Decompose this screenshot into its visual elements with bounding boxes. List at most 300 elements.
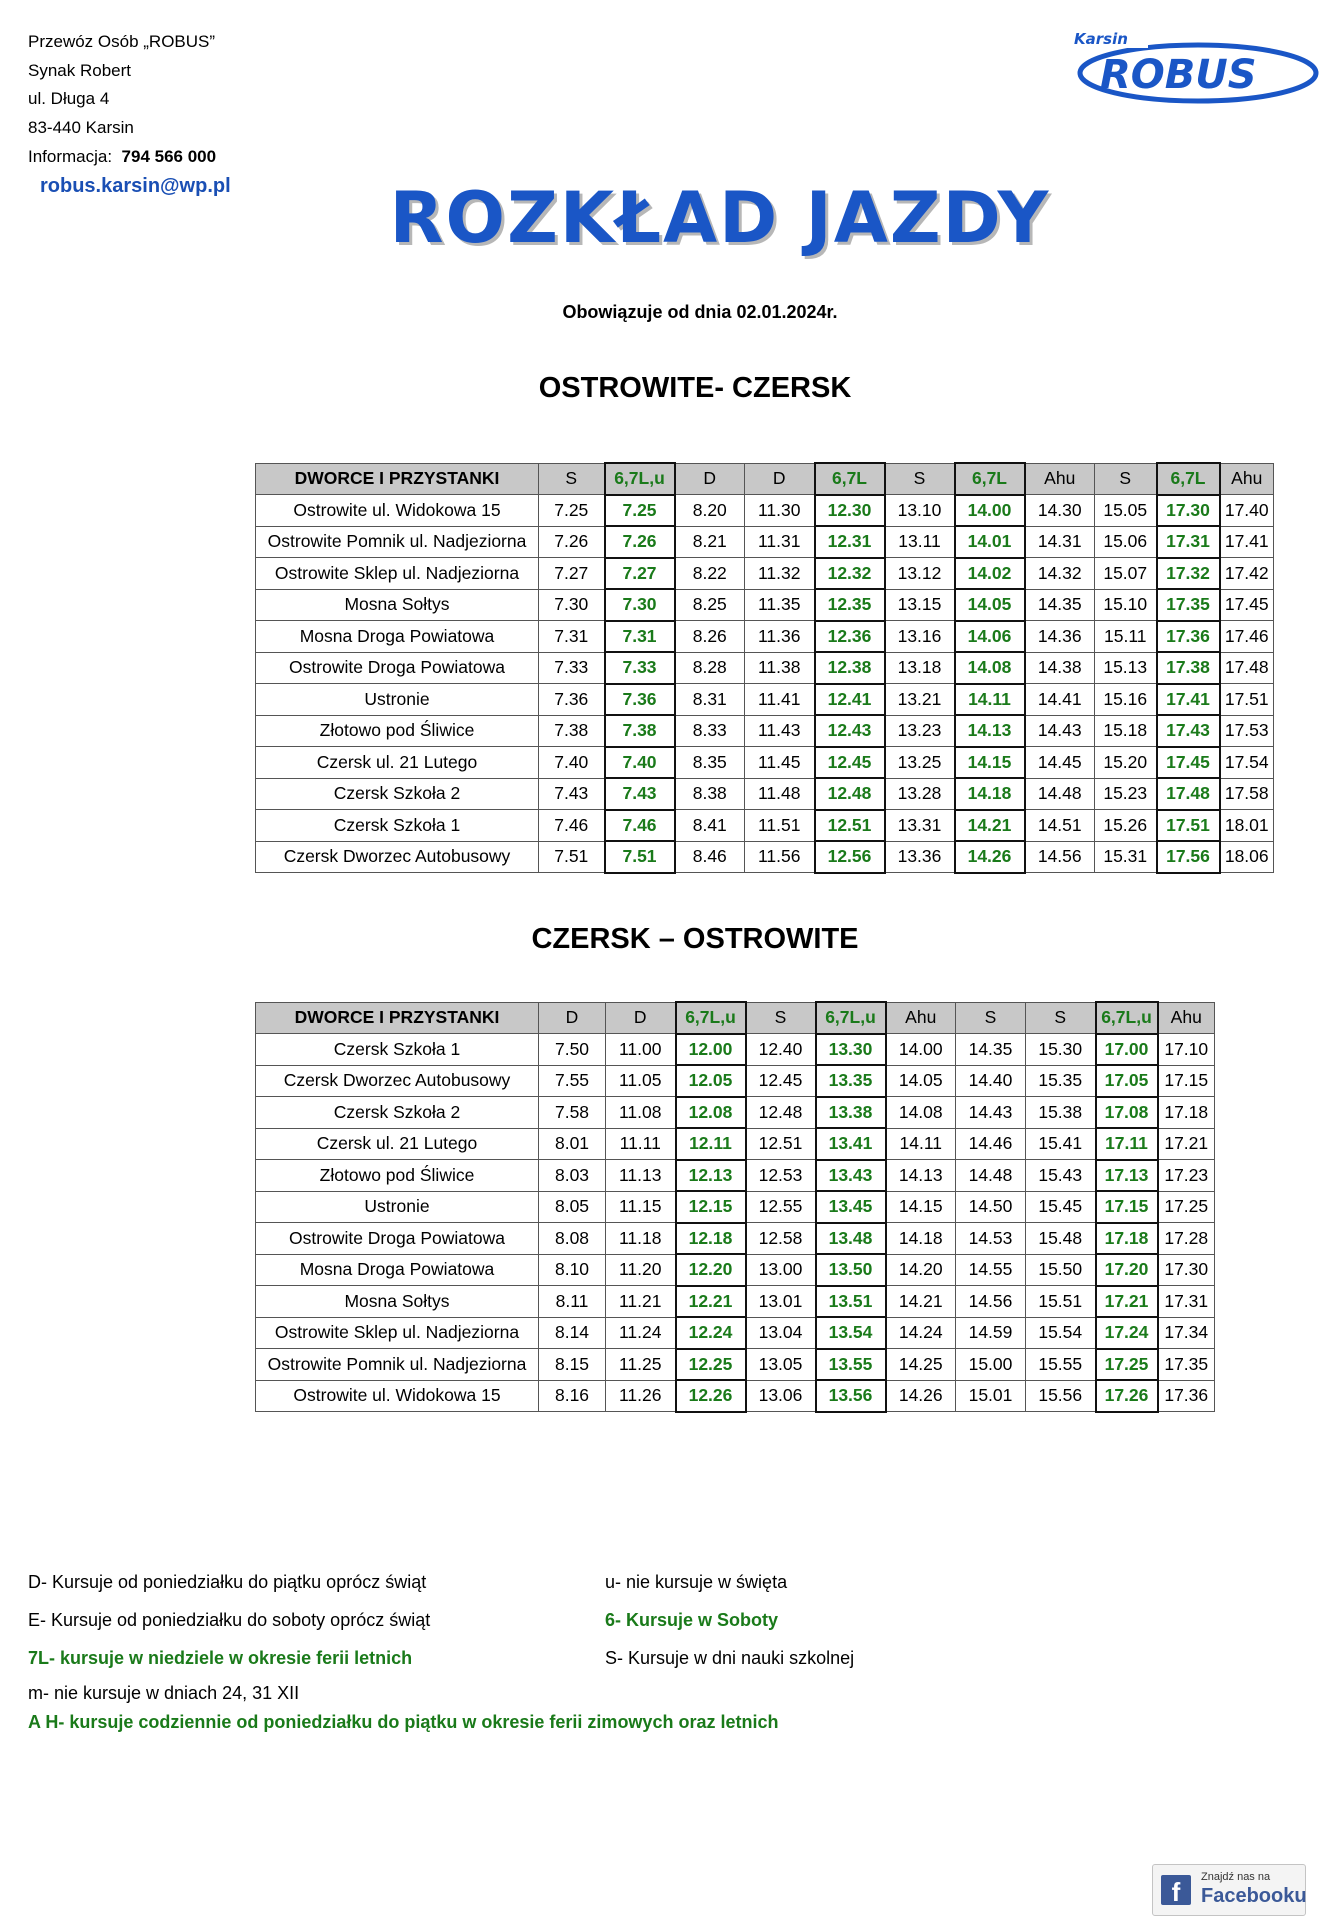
- route2-row: [256, 1065, 1215, 1097]
- departure-time: 14.24: [886, 1317, 956, 1349]
- departure-time: 14.48: [956, 1160, 1026, 1192]
- departure-time: 12.48: [815, 778, 885, 810]
- departure-time: 15.10: [1095, 589, 1157, 621]
- departure-time: 12.56: [815, 841, 885, 873]
- departure-time: 17.48: [1157, 778, 1220, 810]
- route1-header-row: [256, 463, 1274, 495]
- route2-row: [256, 1317, 1215, 1349]
- departure-time: 12.58: [746, 1223, 816, 1255]
- departure-time: 17.38: [1157, 652, 1220, 684]
- departure-time: 18.01: [1220, 810, 1274, 842]
- departure-time: 13.25: [885, 747, 955, 779]
- departure-time: 11.36: [745, 621, 815, 653]
- run-type-header: S: [956, 1002, 1026, 1034]
- departure-time: 11.21: [606, 1286, 676, 1318]
- departure-time: 17.05: [1096, 1065, 1158, 1097]
- departure-time: 12.43: [815, 715, 885, 747]
- stop-name: Ostrowite ul. Widokowa 15: [256, 495, 539, 527]
- route2-row: [256, 1349, 1215, 1381]
- stop-name: Ostrowite Pomnik ul. Nadjeziorna: [256, 1349, 539, 1381]
- stop-name: Ustronie: [256, 1191, 539, 1223]
- logo-small-text: Karsin: [1074, 30, 1128, 48]
- departure-time: 12.24: [676, 1317, 746, 1349]
- departure-time: 7.25: [539, 495, 605, 527]
- route2-title: CZERSK – OSTROWITE: [531, 923, 859, 955]
- departure-time: 12.51: [746, 1128, 816, 1160]
- company-info: [28, 28, 216, 172]
- departure-time: 17.35: [1158, 1349, 1215, 1381]
- run-type-header: S: [539, 463, 605, 495]
- route1-row: [256, 715, 1274, 747]
- route1-body: [256, 463, 1274, 873]
- departure-time: 15.23: [1095, 778, 1157, 810]
- departure-time: 13.12: [885, 558, 955, 590]
- departure-time: 14.11: [955, 684, 1025, 716]
- departure-time: 11.45: [745, 747, 815, 779]
- departure-time: 11.05: [606, 1065, 676, 1097]
- departure-time: 12.48: [746, 1097, 816, 1129]
- departure-time: 15.05: [1095, 495, 1157, 527]
- run-type-header: 6,7L: [1157, 463, 1220, 495]
- departure-time: 11.32: [745, 558, 815, 590]
- departure-time: 7.38: [539, 715, 605, 747]
- departure-time: 15.48: [1026, 1223, 1096, 1255]
- departure-time: 15.16: [1095, 684, 1157, 716]
- route2-row: [256, 1191, 1215, 1223]
- departure-time: 8.14: [539, 1317, 606, 1349]
- departure-time: 14.18: [955, 778, 1025, 810]
- departure-time: 15.41: [1026, 1128, 1096, 1160]
- departure-time: 8.08: [539, 1223, 606, 1255]
- departure-time: 15.07: [1095, 558, 1157, 590]
- route2-row: [256, 1286, 1215, 1318]
- departure-time: 12.15: [676, 1191, 746, 1223]
- departure-time: 7.36: [539, 684, 605, 716]
- valid-from: Obowiązuje od dnia 02.01.2024r.: [562, 302, 838, 322]
- run-type-header: S: [1095, 463, 1157, 495]
- departure-time: 17.56: [1157, 841, 1220, 873]
- departure-time: 7.31: [605, 621, 675, 653]
- departure-time: 12.31: [815, 526, 885, 558]
- departure-time: 12.36: [815, 621, 885, 653]
- departure-time: 17.21: [1096, 1286, 1158, 1318]
- departure-time: 14.48: [1025, 778, 1095, 810]
- stop-name: Czersk Dworzec Autobusowy: [256, 841, 539, 873]
- departure-time: 17.15: [1158, 1065, 1215, 1097]
- departure-time: 17.31: [1157, 526, 1220, 558]
- stop-name: Czersk Szkoła 1: [256, 1034, 539, 1066]
- run-type-header: S: [746, 1002, 816, 1034]
- departure-time: 8.05: [539, 1191, 606, 1223]
- departure-time: 7.40: [539, 747, 605, 779]
- departure-time: 7.27: [605, 558, 675, 590]
- departure-time: 8.20: [675, 495, 745, 527]
- departure-time: 12.18: [676, 1223, 746, 1255]
- departure-time: 8.33: [675, 715, 745, 747]
- departure-time: 14.53: [956, 1223, 1026, 1255]
- company-info-line: [28, 143, 216, 172]
- departure-time: 11.30: [745, 495, 815, 527]
- departure-time: 17.46: [1220, 621, 1274, 653]
- departure-time: 11.08: [606, 1097, 676, 1129]
- departure-time: 14.51: [1025, 810, 1095, 842]
- facebook-icon: f: [1161, 1875, 1191, 1905]
- departure-time: 14.31: [1025, 526, 1095, 558]
- departure-time: 8.16: [539, 1380, 606, 1412]
- departure-time: 15.31: [1095, 841, 1157, 873]
- company-owner: Synak Robert: [28, 60, 131, 80]
- departure-time: 13.31: [885, 810, 955, 842]
- legend-d: D- Kursuje od poniedziałku do piątku oprócz świąt: [28, 1572, 427, 1592]
- departure-time: 13.00: [746, 1254, 816, 1286]
- departure-time: 17.30: [1158, 1254, 1215, 1286]
- route2-row: [256, 1380, 1215, 1412]
- departure-time: 17.45: [1157, 747, 1220, 779]
- departure-time: 13.28: [885, 778, 955, 810]
- departure-time: 12.11: [676, 1128, 746, 1160]
- departure-time: 12.20: [676, 1254, 746, 1286]
- run-type-header: 6,7L,u: [605, 463, 675, 495]
- departure-time: 15.06: [1095, 526, 1157, 558]
- departure-time: 12.21: [676, 1286, 746, 1318]
- departure-time: 14.01: [955, 526, 1025, 558]
- departure-time: 13.15: [885, 589, 955, 621]
- run-type-header: D: [606, 1002, 676, 1034]
- email-link[interactable]: robus.karsin@wp.pl: [40, 175, 231, 197]
- legend-e: E- Kursuje od poniedziałku do soboty oprócz świąt: [28, 1610, 431, 1630]
- departure-time: 15.18: [1095, 715, 1157, 747]
- departure-time: 11.51: [745, 810, 815, 842]
- stop-name: Mosna Droga Powiatowa: [256, 1254, 539, 1286]
- departure-time: 14.15: [955, 747, 1025, 779]
- departure-time: 14.30: [1025, 495, 1095, 527]
- departure-time: 17.00: [1096, 1034, 1158, 1066]
- departure-time: 11.41: [745, 684, 815, 716]
- departure-time: 8.31: [675, 684, 745, 716]
- departure-time: 13.45: [816, 1191, 886, 1223]
- run-type-header: D: [745, 463, 815, 495]
- departure-time: 14.43: [1025, 715, 1095, 747]
- run-type-header: 6,7L: [815, 463, 885, 495]
- departure-time: 14.00: [886, 1034, 956, 1066]
- departure-time: 8.10: [539, 1254, 606, 1286]
- route1-row: [256, 684, 1274, 716]
- stop-name: Ostrowite Droga Powiatowa: [256, 652, 539, 684]
- departure-time: 14.13: [886, 1160, 956, 1192]
- departure-time: 11.15: [606, 1191, 676, 1223]
- departure-time: 8.21: [675, 526, 745, 558]
- departure-time: 15.55: [1026, 1349, 1096, 1381]
- departure-time: 17.35: [1157, 589, 1220, 621]
- departure-time: 7.50: [539, 1034, 606, 1066]
- departure-time: 15.13: [1095, 652, 1157, 684]
- departure-time: 12.51: [815, 810, 885, 842]
- departure-time: 7.51: [539, 841, 605, 873]
- departure-time: 14.02: [955, 558, 1025, 590]
- stop-name: Ostrowite Sklep ul. Nadjeziorna: [256, 558, 539, 590]
- departure-time: 12.38: [815, 652, 885, 684]
- departure-time: 14.05: [886, 1065, 956, 1097]
- departure-time: 14.36: [1025, 621, 1095, 653]
- departure-time: 8.38: [675, 778, 745, 810]
- stop-name: Złotowo pod Śliwice: [256, 1160, 539, 1192]
- departure-time: 13.05: [746, 1349, 816, 1381]
- departure-time: 12.25: [676, 1349, 746, 1381]
- departure-time: 17.30: [1157, 495, 1220, 527]
- departure-time: 14.13: [955, 715, 1025, 747]
- departure-time: 17.18: [1158, 1097, 1215, 1129]
- page-title: ROZKŁAD JAZDY: [389, 177, 1051, 259]
- legend-ah: A H- kursuje codziennie od poniedziałku do piątku w okresie ferii zimowych oraz letnich: [28, 1712, 779, 1732]
- departure-time: 8.15: [539, 1349, 606, 1381]
- info-label: Informacja:: [28, 146, 113, 166]
- run-type-header: Ahu: [886, 1002, 956, 1034]
- stops-column-header: DWORCE I PRZYSTANKI: [256, 463, 539, 495]
- departure-time: 14.50: [956, 1191, 1026, 1223]
- departure-time: 14.38: [1025, 652, 1095, 684]
- legend-6: 6- Kursuje w Soboty: [605, 1610, 779, 1630]
- departure-time: 7.30: [605, 589, 675, 621]
- departure-time: 14.59: [956, 1317, 1026, 1349]
- departure-time: 14.35: [956, 1034, 1026, 1066]
- stop-name: Mosna Sołtys: [256, 1286, 539, 1318]
- departure-time: 14.05: [955, 589, 1025, 621]
- departure-time: 17.51: [1157, 810, 1220, 842]
- departure-time: 12.05: [676, 1065, 746, 1097]
- departure-time: 17.10: [1158, 1034, 1215, 1066]
- robus-logo: [1070, 28, 1320, 110]
- departure-time: 17.45: [1220, 589, 1274, 621]
- route1-timetable: [255, 462, 1274, 874]
- departure-time: 13.36: [885, 841, 955, 873]
- departure-time: 18.06: [1220, 841, 1274, 873]
- departure-time: 12.30: [815, 495, 885, 527]
- facebook-badge[interactable]: [1152, 1864, 1306, 1916]
- departure-time: 7.43: [605, 778, 675, 810]
- departure-time: 11.18: [606, 1223, 676, 1255]
- departure-time: 13.41: [816, 1128, 886, 1160]
- route2-row: [256, 1097, 1215, 1129]
- departure-time: 13.35: [816, 1065, 886, 1097]
- departure-time: 14.46: [956, 1128, 1026, 1160]
- route2-row: [256, 1160, 1215, 1192]
- run-type-header: D: [675, 463, 745, 495]
- departure-time: 17.40: [1220, 495, 1274, 527]
- stop-name: Czersk Szkoła 2: [256, 1097, 539, 1129]
- departure-time: 12.40: [746, 1034, 816, 1066]
- departure-time: 12.35: [815, 589, 885, 621]
- departure-time: 17.32: [1157, 558, 1220, 590]
- stop-name: Ostrowite Sklep ul. Nadjeziorna: [256, 1317, 539, 1349]
- departure-time: 7.51: [605, 841, 675, 873]
- departure-time: 12.53: [746, 1160, 816, 1192]
- departure-time: 17.11: [1096, 1128, 1158, 1160]
- departure-time: 11.26: [606, 1380, 676, 1412]
- departure-time: 13.30: [816, 1034, 886, 1066]
- departure-time: 13.56: [816, 1380, 886, 1412]
- departure-time: 14.21: [955, 810, 1025, 842]
- departure-time: 7.46: [539, 810, 605, 842]
- route1-row: [256, 841, 1274, 873]
- departure-time: 12.26: [676, 1380, 746, 1412]
- departure-time: 7.46: [605, 810, 675, 842]
- run-type-header: 6,7L,u: [676, 1002, 746, 1034]
- departure-time: 14.56: [1025, 841, 1095, 873]
- company-name: Przewóz Osób „ROBUS”: [28, 32, 216, 51]
- departure-time: 17.43: [1157, 715, 1220, 747]
- legend-u: u- nie kursuje w święta: [605, 1572, 788, 1592]
- departure-time: 15.43: [1026, 1160, 1096, 1192]
- departure-time: 17.21: [1158, 1128, 1215, 1160]
- stop-name: Czersk Szkoła 2: [256, 778, 539, 810]
- departure-time: 14.43: [956, 1097, 1026, 1129]
- departure-time: 7.26: [605, 526, 675, 558]
- departure-time: 14.26: [955, 841, 1025, 873]
- stop-name: Mosna Sołtys: [256, 589, 539, 621]
- facebook-label-small: Znajdź nas na: [1201, 1871, 1271, 1883]
- departure-time: 11.56: [745, 841, 815, 873]
- departure-time: 11.25: [606, 1349, 676, 1381]
- facebook-label: Facebooku: [1201, 1885, 1307, 1907]
- departure-time: 17.53: [1220, 715, 1274, 747]
- stop-name: Czersk ul. 21 Lutego: [256, 1128, 539, 1160]
- departure-time: 12.32: [815, 558, 885, 590]
- departure-time: 17.20: [1096, 1254, 1158, 1286]
- run-type-header: S: [1026, 1002, 1096, 1034]
- departure-time: 15.11: [1095, 621, 1157, 653]
- departure-time: 13.51: [816, 1286, 886, 1318]
- departure-time: 7.33: [605, 652, 675, 684]
- departure-time: 7.31: [539, 621, 605, 653]
- departure-time: 17.48: [1220, 652, 1274, 684]
- departure-time: 17.58: [1220, 778, 1274, 810]
- departure-time: 7.55: [539, 1065, 606, 1097]
- run-type-header: 6,7L,u: [1096, 1002, 1158, 1034]
- departure-time: 13.38: [816, 1097, 886, 1129]
- route2-row: [256, 1223, 1215, 1255]
- departure-time: 8.25: [675, 589, 745, 621]
- company-city: 83-440 Karsin: [28, 118, 134, 138]
- departure-time: 7.38: [605, 715, 675, 747]
- logo-big-text: ROBUS: [1100, 52, 1257, 98]
- departure-time: 14.08: [886, 1097, 956, 1129]
- route1-row: [256, 495, 1274, 527]
- departure-time: 13.16: [885, 621, 955, 653]
- departure-time: 14.55: [956, 1254, 1026, 1286]
- route1-row: [256, 558, 1274, 590]
- route1-row: [256, 621, 1274, 653]
- departure-time: 13.43: [816, 1160, 886, 1192]
- departure-time: 7.27: [539, 558, 605, 590]
- departure-time: 11.24: [606, 1317, 676, 1349]
- departure-time: 17.41: [1157, 684, 1220, 716]
- route2-timetable: [255, 1001, 1215, 1413]
- route2-row: [256, 1034, 1215, 1066]
- departure-time: 13.10: [885, 495, 955, 527]
- run-type-header: Ahu: [1025, 463, 1095, 495]
- departure-time: 15.56: [1026, 1380, 1096, 1412]
- route1-row: [256, 747, 1274, 779]
- departure-time: 12.45: [746, 1065, 816, 1097]
- route1-row: [256, 778, 1274, 810]
- departure-time: 8.03: [539, 1160, 606, 1192]
- departure-time: 14.18: [886, 1223, 956, 1255]
- departure-time: 14.35: [1025, 589, 1095, 621]
- run-type-header: S: [885, 463, 955, 495]
- departure-time: 13.18: [885, 652, 955, 684]
- phone-number[interactable]: 794 566 000: [121, 146, 217, 166]
- departure-time: 12.08: [676, 1097, 746, 1129]
- stop-name: Ustronie: [256, 684, 539, 716]
- departure-time: 11.20: [606, 1254, 676, 1286]
- stop-name: Czersk ul. 21 Lutego: [256, 747, 539, 779]
- run-type-header: Ahu: [1158, 1002, 1215, 1034]
- departure-time: 15.38: [1026, 1097, 1096, 1129]
- departure-time: 8.26: [675, 621, 745, 653]
- departure-time: 15.51: [1026, 1286, 1096, 1318]
- departure-time: 15.50: [1026, 1254, 1096, 1286]
- departure-time: 17.25: [1096, 1349, 1158, 1381]
- departure-time: 17.18: [1096, 1223, 1158, 1255]
- departure-time: 8.11: [539, 1286, 606, 1318]
- route2-header-row: [256, 1002, 1215, 1034]
- departure-time: 12.55: [746, 1191, 816, 1223]
- departure-time: 7.33: [539, 652, 605, 684]
- stop-name: Czersk Dworzec Autobusowy: [256, 1065, 539, 1097]
- departure-time: 14.56: [956, 1286, 1026, 1318]
- departure-time: 11.31: [745, 526, 815, 558]
- departure-time: 11.11: [606, 1128, 676, 1160]
- departure-time: 12.00: [676, 1034, 746, 1066]
- route1-title: OSTROWITE- CZERSK: [538, 372, 852, 404]
- departure-time: 15.35: [1026, 1065, 1096, 1097]
- departure-time: 14.00: [955, 495, 1025, 527]
- departure-time: 17.28: [1158, 1223, 1215, 1255]
- route2-row: [256, 1128, 1215, 1160]
- departure-time: 11.00: [606, 1034, 676, 1066]
- departure-time: 15.26: [1095, 810, 1157, 842]
- departure-time: 17.08: [1096, 1097, 1158, 1129]
- departure-time: 13.50: [816, 1254, 886, 1286]
- stop-name: Mosna Droga Powiatowa: [256, 621, 539, 653]
- route2-row: [256, 1254, 1215, 1286]
- stops-column-header: DWORCE I PRZYSTANKI: [256, 1002, 539, 1034]
- departure-time: 12.13: [676, 1160, 746, 1192]
- departure-time: 7.58: [539, 1097, 606, 1129]
- stop-name: Złotowo pod Śliwice: [256, 715, 539, 747]
- departure-time: 14.32: [1025, 558, 1095, 590]
- departure-time: 14.45: [1025, 747, 1095, 779]
- departure-time: 13.21: [885, 684, 955, 716]
- departure-time: 17.24: [1096, 1317, 1158, 1349]
- departure-time: 14.41: [1025, 684, 1095, 716]
- company-street: ul. Długa 4: [28, 89, 110, 109]
- departure-time: 17.26: [1096, 1380, 1158, 1412]
- departure-time: 13.23: [885, 715, 955, 747]
- departure-time: 13.11: [885, 526, 955, 558]
- departure-time: 17.31: [1158, 1286, 1215, 1318]
- departure-time: 11.38: [745, 652, 815, 684]
- departure-time: 7.43: [539, 778, 605, 810]
- departure-time: 17.36: [1157, 621, 1220, 653]
- run-type-header: D: [539, 1002, 606, 1034]
- departure-time: 15.00: [956, 1349, 1026, 1381]
- departure-time: 17.13: [1096, 1160, 1158, 1192]
- departure-time: 13.01: [746, 1286, 816, 1318]
- departure-time: 7.40: [605, 747, 675, 779]
- departure-time: 7.36: [605, 684, 675, 716]
- run-type-header: Ahu: [1220, 463, 1274, 495]
